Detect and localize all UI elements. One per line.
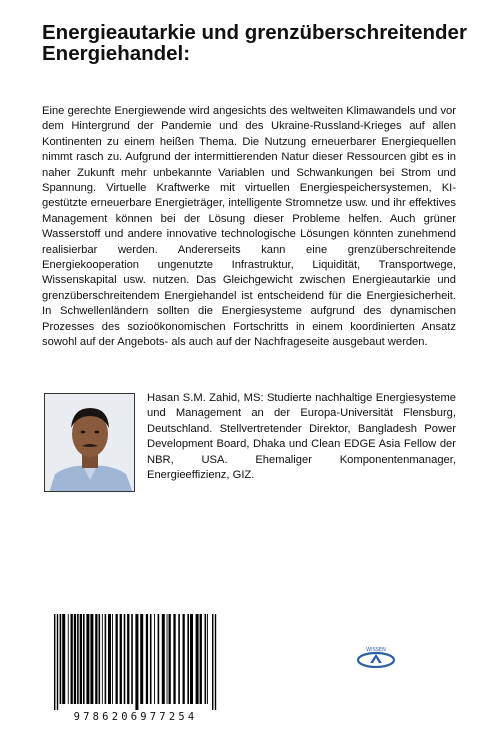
author-bio: Hasan S.M. Zahid, MS: Studierte nachhaltige Energiesysteme und Management an der Europa-Universität Flensburg, Deutschland. Stellvertretender Direktor, Bangladesh Power Development Board, Dhaka und Clean EDGE Asia Fellow der NBR, USA. Ehemaliger Komponentenmanager, Energieeffizienz, GIZ. xyxy=(147,392,456,482)
book-title: Energieautarkie und grenzüberschreitender Energiehandel: xyxy=(42,21,467,65)
publisher-logo-text: WISSEN xyxy=(366,647,386,653)
publisher-logo-icon xyxy=(356,645,396,671)
author-portrait-image xyxy=(45,394,135,492)
isbn-barcode xyxy=(52,614,219,724)
publisher-logo xyxy=(356,645,396,671)
isbn-number: 9786206977254 xyxy=(73,711,198,723)
blurb-text: Eine gerechte Energiewende wird angesichts des weltweiten Klimawandels und vor dem Hintergrund der Pandemie und des Ukraine-Russland-Krieges auf allen Kontinenten zu einem heißen Thema. Die Nutzung erneuerbarer Energiequellen nimmt rasch zu. Aufgrund der intermittierenden Natur dieser Ressourcen gibt es in naher Zukunft mehr unbekannte Variablen und Schwankungen bei Strom und Spannung. Virtuelle Kraftwerke mit virtuellen Energiespeichersystemen, KI-gestützte erneuerbare Energieträger, intelligente Stromnetze usw. und ihr effektives Management können bei der Lösung dieser Probleme helfen. Auch grüner Wasserstoff und andere innovative technologische Lösungen könnten zunehmend realisierbar werden. Andererseits kann eine grenzüberschreitende Energiekooperation ungenutzte Infrastruktur, Liquidität, Transportwege, Wissenskapital usw. nutzen. Das Gleichgewicht zwischen Energieautarkie und grenzüberschreitendem Energiehandel ist entscheidend für die Energiesicherheit. In Schwellenländern sollten die Energiesysteme aufgrund des dynamischen Prozesses des sozioökonomischen Fortschritts in einem koordinierten Ansatz sowohl auf der Angebots- als auch auf der Nachfrageseite ausgebaut werden. xyxy=(42,105,456,349)
barcode-bars xyxy=(52,614,219,710)
author-photo xyxy=(44,393,135,492)
